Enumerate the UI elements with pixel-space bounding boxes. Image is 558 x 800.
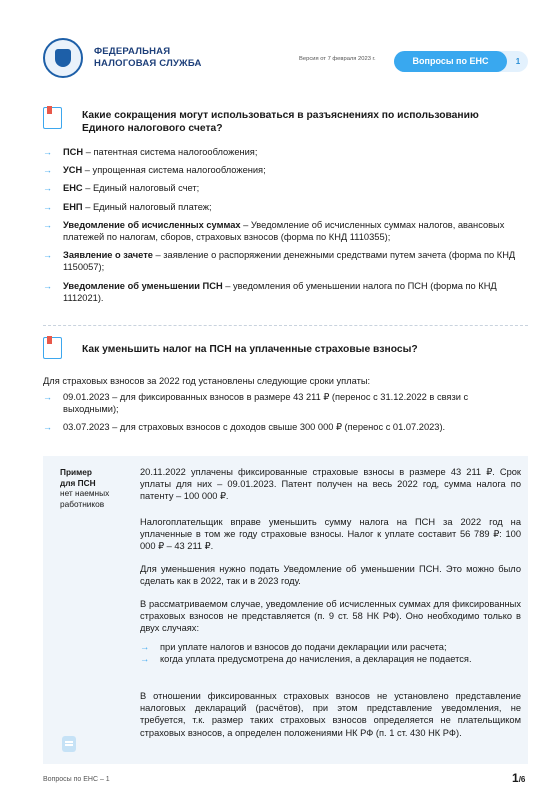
question-1-title: Какие сокращения могут использоваться в разъяснениях по использованию Единого налогового счета?: [82, 110, 479, 134]
definition: – патентная система налогообложения;: [83, 147, 258, 157]
term: Уведомление об исчисленных суммах: [63, 219, 241, 230]
example-cases: [140, 641, 521, 665]
case-text: при уплате налогов и взносов до подачи декларации или расчета;: [160, 642, 447, 652]
deadline-text: 03.07.2023 – для страховых взносов с доходов свыше 300 000 ₽ (перенос с 01.07.2023).: [63, 422, 446, 433]
abbreviations-list: [43, 146, 521, 310]
section-number: 1: [515, 57, 521, 66]
question-2-title: Как уменьшить налог на ПСН на уплаченные страховые взносы?: [82, 344, 418, 355]
example-label: [60, 467, 122, 509]
list-item: [43, 391, 521, 415]
definition: – уведомления об уменьшении налога по ПСН (форма по КНД 1112021).: [63, 280, 497, 303]
list-item: [43, 164, 521, 176]
example-label-title: Пример: [60, 467, 92, 477]
list-item: [43, 249, 521, 273]
list-item: [140, 653, 521, 665]
arrow-right-icon: →: [43, 250, 52, 261]
term: Заявление о зачете: [63, 250, 153, 261]
arrow-right-icon: →: [43, 392, 52, 402]
footer-label: Вопросы по ЕНС – 1: [43, 776, 110, 783]
version-date: Версия от 7 февраля 2023 г.: [299, 56, 376, 62]
paragraph-text: Налогоплательщик вправе уменьшить сумму налога на ПСН за 2022 год на уплаченные в том же году страховые взносы. Налог к уплате составит 56 789 ₽: 100 000 ₽ – 43 211 ₽.: [140, 517, 521, 552]
example-paragraph-3: [140, 563, 521, 587]
arrow-right-icon: →: [43, 219, 52, 230]
definition: – заявление о распоряжении денежными средствами путем зачета (форма по КНД 1150057);: [63, 250, 516, 273]
arrow-right-icon: →: [43, 201, 52, 212]
term: ЕНС: [63, 183, 83, 194]
paragraph-text: 20.11.2022 уплачены фиксированные страховые взносы в размере 43 211 ₽. Срок уплаты для них – 09.01.2023. Патент получен на весь 2022 год, сумма налога по патенту – 100 000 ₽.: [140, 467, 521, 502]
deadlines-list: [43, 391, 521, 440]
example-paragraph-2: [140, 516, 521, 553]
term: Уведомление об уменьшении ПСН: [63, 280, 223, 291]
section-pill: [394, 51, 528, 72]
q2-intro: Для страховых взносов за 2022 год установлены следующие сроки уплаты:: [43, 376, 371, 386]
bookmark-icon: [43, 337, 62, 359]
current-page: 1: [512, 771, 519, 785]
list-item: [43, 280, 521, 304]
logo-line-2: НАЛОГОВАЯ СЛУЖБА: [94, 58, 202, 69]
list-item: [43, 201, 521, 213]
arrow-right-icon: →: [140, 642, 150, 652]
paragraph-text: В рассматриваемом случае, уведомление об исчисленных суммах для фиксированных страховых взносов не представляется (п. 9 ст. 58 НК РФ). Оно необходимо только в двух случаях:: [140, 599, 521, 634]
page-header: [0, 0, 558, 80]
definition: – Уведомление об исчисленных суммах налогов, авансовых платежей по налогам, сборов, страховых взносов (форма по КНД 1110355);: [63, 219, 505, 243]
agency-logo-text: [94, 46, 202, 70]
paragraph-text: Для уменьшения нужно подать Уведомление об уменьшении ПСН. Это можно было сделать как в 2022, так и в 2023 году.: [140, 564, 521, 587]
list-item: [43, 421, 521, 433]
example-paragraph-1: [140, 466, 521, 503]
section-label: Вопросы по ЕНС: [394, 51, 507, 72]
logo-line-1: ФЕДЕРАЛЬНАЯ: [94, 46, 171, 57]
paragraph-text: В отношении фиксированных страховых взносов не установлено представление налоговых деклараций (расчётов), при этом представление уведомления, не требуется, т.к. размер таких страховых взносов определяется не плательщиком страховых взносов, а определен положениями НК РФ (п. 1 ст. 430 НК РФ).: [140, 691, 521, 738]
example-paragraph-5: [140, 690, 521, 739]
arrow-right-icon: →: [43, 280, 52, 291]
list-item: [43, 219, 521, 243]
document-icon: [62, 736, 76, 752]
definition: – упрощенная система налогообложения;: [82, 165, 266, 176]
arrow-right-icon: →: [140, 654, 150, 665]
total-pages: /6: [518, 775, 526, 784]
case-text: когда уплата предусмотрена до начисления, а декларация не подается.: [160, 654, 472, 665]
term: ЕНП: [63, 201, 83, 212]
section-divider: [43, 325, 528, 326]
term: УСН: [63, 165, 83, 176]
arrow-right-icon: →: [43, 165, 52, 176]
example-paragraph-4: [140, 598, 521, 635]
deadline-text: 09.01.2023 – для фиксированных взносов в размере 43 211 ₽ (перенос с 31.12.2022 в связи с выходными);: [63, 392, 469, 415]
list-item: [43, 182, 521, 194]
arrow-right-icon: →: [43, 147, 52, 157]
arrow-right-icon: →: [43, 183, 52, 194]
bookmark-icon: [43, 107, 62, 129]
term: ПСН: [63, 147, 84, 157]
example-label-note: нет наемных работников: [60, 488, 110, 509]
arrow-right-icon: →: [43, 422, 52, 433]
definition: – Единый налоговый платеж;: [82, 201, 212, 212]
fns-emblem-icon: [43, 38, 83, 78]
cases-list: [140, 641, 521, 665]
example-label-subject: для ПСН: [60, 477, 96, 488]
list-item: [140, 641, 521, 653]
definition: – Единый налоговый счет;: [82, 183, 200, 194]
page-number: [512, 771, 525, 785]
list-item: [43, 146, 521, 158]
